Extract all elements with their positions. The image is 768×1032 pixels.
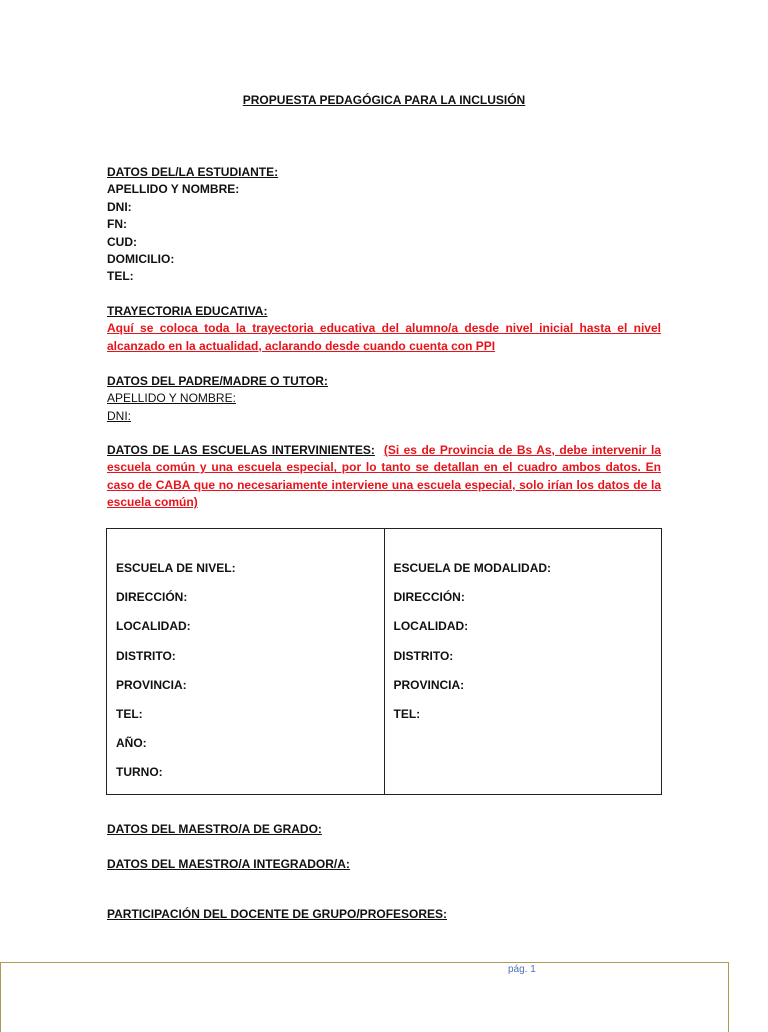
school-level-address: DIRECCIÓN: (116, 590, 188, 605)
trajectory-section (107, 303, 661, 355)
schools-heading-line (107, 442, 661, 459)
school-modality-locality: LOCALIDAD: (393, 619, 469, 634)
trajectory-note-line2: alcanzado en la actualidad, aclarando desde cuando cuenta con PPI (107, 338, 496, 353)
schools-section (107, 442, 661, 512)
trajectory-note-line1: Aquí se coloca toda la trayectoria educativa del alumno/a desde nivel inicial hasta el nivel (107, 321, 661, 336)
student-field-phone: TEL: (107, 269, 134, 284)
schools-note-line1: (Si es de Provincia de Bs As, debe intervenir la (383, 443, 661, 457)
trajectory-heading: TRAYECTORIA EDUCATIVA: (107, 304, 268, 318)
student-field-cud: CUD: (107, 234, 137, 249)
school-modality-district: DISTRITO: (393, 648, 454, 663)
page-number: pág. 1 (508, 964, 536, 975)
school-level-locality: LOCALIDAD: (116, 619, 191, 634)
parent-field-name: APELLIDO Y NOMBRE: (107, 391, 236, 406)
parent-field-dni: DNI: (107, 408, 131, 423)
student-field-fn: FN: (107, 217, 127, 232)
student-heading: DATOS DEL/LA ESTUDIANTE: (107, 165, 279, 179)
schools-note-line3: caso de CABA que no necesariamente interviene una escuela especial, solo irían los datos de la (107, 477, 661, 492)
participation-heading: PARTICIPACIÓN DEL DOCENTE DE GRUPO/PROFESORES: (107, 907, 448, 921)
integrator-teacher-heading: DATOS DEL MAESTRO/A INTEGRADOR/A: (107, 857, 350, 871)
schools-note-line2: escuela común y una escuela especial, por lo tanto se detallan en el cuadro ambos datos. En (107, 460, 661, 475)
student-field-address: DOMICILIO: (107, 252, 175, 267)
school-modality-phone: TEL: (393, 706, 421, 721)
school-level-name: ESCUELA DE NIVEL: (116, 561, 236, 575)
school-level-province: PROVINCIA: (116, 677, 187, 692)
parent-section (107, 373, 661, 425)
school-modality-province: PROVINCIA: (393, 677, 465, 692)
grade-teacher-heading: DATOS DEL MAESTRO/A DE GRADO: (107, 822, 322, 836)
school-level-cell (107, 529, 385, 795)
school-modality-address: DIRECCIÓN: (393, 590, 465, 605)
parent-heading: DATOS DEL PADRE/MADRE O TUTOR: (107, 374, 328, 388)
student-section (107, 164, 661, 286)
schools-note-line4: escuela común) (107, 495, 198, 510)
school-modality-name: ESCUELA DE MODALIDAD: (393, 561, 552, 575)
school-level-phone: TEL: (116, 706, 143, 721)
school-level-shift: TURNO: (116, 765, 163, 780)
student-field-dni: DNI: (107, 199, 132, 214)
student-field-name: APELLIDO Y NOMBRE: (107, 182, 240, 197)
schools-heading: DATOS DE LAS ESCUELAS INTERVINIENTES: (107, 443, 375, 457)
document-title: PROPUESTA PEDAGÓGICA PARA LA INCLUSIÓN (242, 93, 526, 107)
school-level-district: DISTRITO: (116, 648, 176, 663)
school-level-year: AÑO: (116, 736, 147, 751)
school-modality-cell (384, 529, 662, 795)
schools-table (106, 528, 662, 795)
footer-frame (0, 962, 729, 1032)
